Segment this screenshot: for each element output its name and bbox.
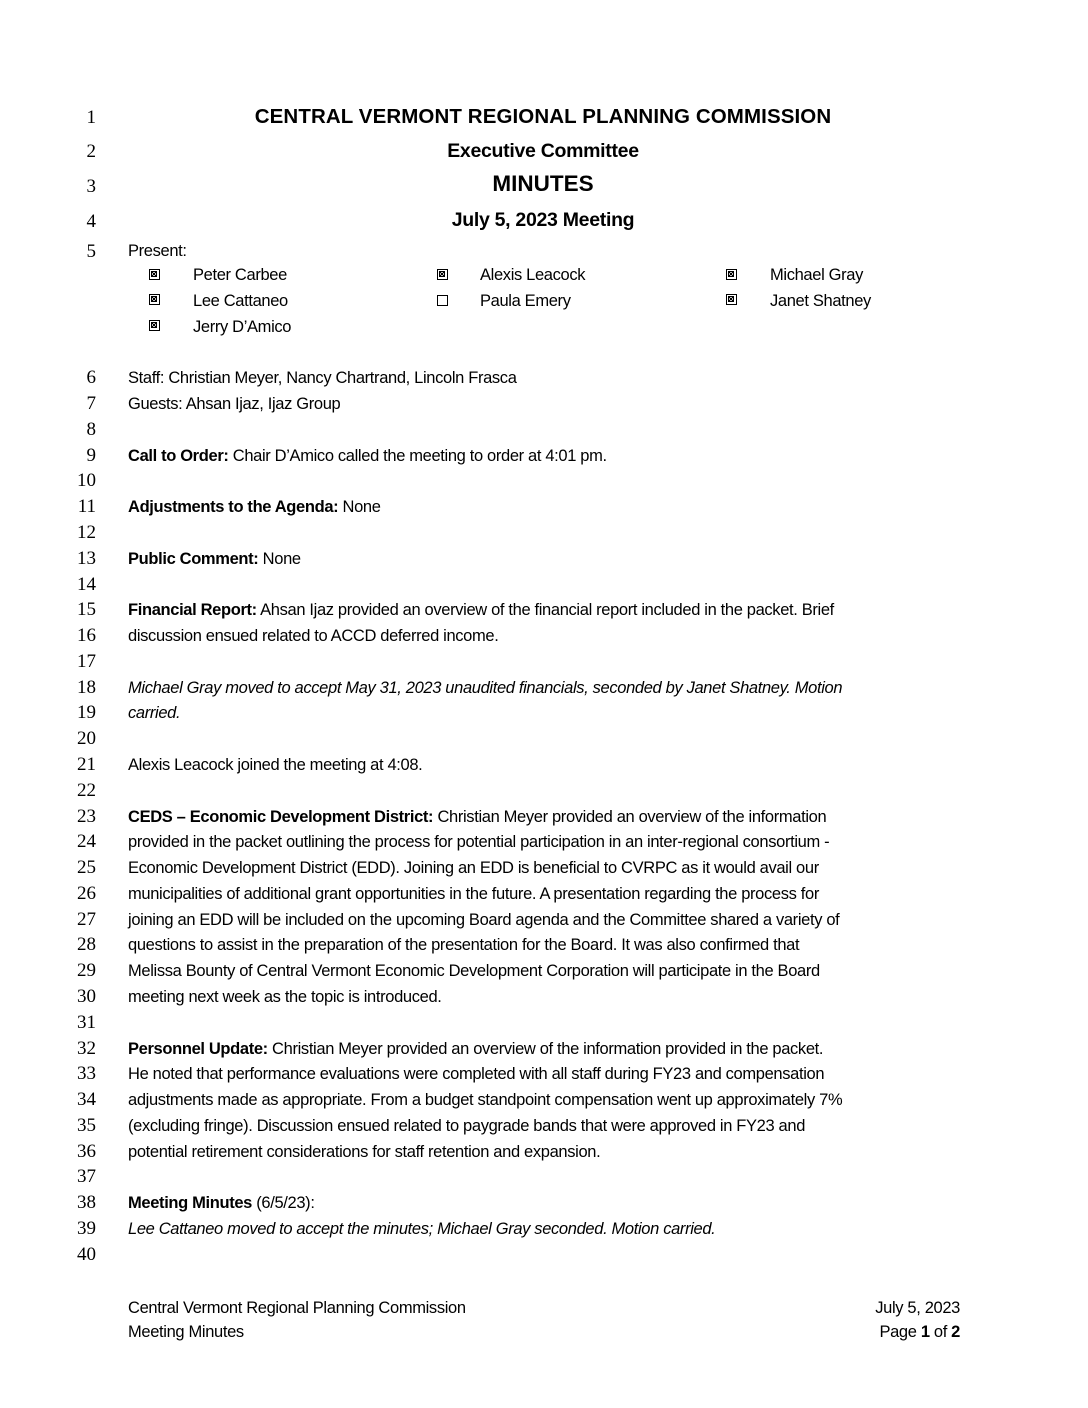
member-name: Paula Emery	[480, 292, 571, 310]
line-number: 27	[77, 909, 96, 930]
ceds-text-line: meeting next week as the topic is introduced.	[128, 988, 442, 1006]
adjustments-to-agenda	[128, 496, 960, 518]
personnel-text-line: adjustments made as appropriate. From a budget standpoint compensation went up approximately 7%	[128, 1091, 843, 1109]
ceds-section	[128, 806, 960, 828]
section-heading: Public Comment:	[128, 550, 259, 568]
meeting-title: July 5, 2023 Meeting	[451, 209, 635, 231]
line-number: 18	[77, 677, 96, 698]
personnel-text-line: potential retirement considerations for staff retention and expansion.	[128, 1143, 601, 1161]
page-indicator	[879, 1321, 960, 1343]
line-number: 25	[77, 857, 96, 878]
section-text: Christian Meyer provided an overview of the information	[433, 808, 827, 826]
line-number: 2	[86, 141, 96, 162]
line-number: 20	[77, 728, 96, 749]
page-prefix: Page	[879, 1323, 921, 1341]
line-number: 4	[86, 211, 96, 232]
page-total: 2	[951, 1323, 960, 1341]
section-heading: Call to Order:	[128, 447, 229, 465]
meeting-minutes-section	[128, 1192, 960, 1214]
line-number: 34	[77, 1089, 96, 1110]
section-text: Chair D’Amico called the meeting to order at 4:01 pm.	[228, 447, 607, 465]
page-current: 1	[920, 1323, 930, 1341]
late-arrival-note: Alexis Leacock joined the meeting at 4:08.	[128, 756, 423, 774]
committee-title: Executive Committee	[447, 140, 639, 162]
ceds-text-line: provided in the packet outlining the process for potential participation in an inter-regional consortium -	[128, 833, 830, 851]
line-number: 6	[86, 367, 96, 388]
line-number: 15	[77, 599, 96, 620]
line-number: 9	[86, 445, 96, 466]
member-name: Jerry D’Amico	[193, 318, 292, 336]
line-number: 19	[77, 702, 96, 723]
line-number: 24	[77, 831, 96, 852]
line-number: 21	[77, 754, 96, 775]
ceds-text-line: joining an EDD will be included on the upcoming Board agenda and the Committee shared a variety of	[128, 911, 840, 929]
org-title: CENTRAL VERMONT REGIONAL PLANNING COMMISSION	[254, 105, 832, 128]
line-number: 13	[77, 548, 96, 569]
financial-motion: Michael Gray moved to accept May 31, 2023 unaudited financials, seconded by Janet Shatney. Motion	[128, 679, 843, 697]
minutes-motion: Lee Cattaneo moved to accept the minutes; Michael Gray seconded. Motion carried.	[128, 1220, 716, 1238]
financial-motion-cont: carried.	[128, 704, 181, 722]
ceds-text-line: Melissa Bounty of Central Vermont Economic Development Corporation will participate in the Board	[128, 962, 820, 980]
checked-box-icon	[437, 269, 448, 280]
public-comment	[128, 548, 960, 570]
unchecked-box-icon	[437, 295, 448, 306]
section-heading: Personnel Update:	[128, 1040, 268, 1058]
staff-line: Staff: Christian Meyer, Nancy Chartrand, Lincoln Frasca	[128, 369, 517, 387]
present-label: Present:	[128, 242, 187, 260]
line-number: 16	[77, 625, 96, 646]
ceds-text-line: municipalities of additional grant opportunities in the future. A presentation regarding the process for	[128, 885, 819, 903]
line-number: 5	[86, 241, 96, 262]
line-number: 23	[77, 806, 96, 827]
ceds-text-line: questions to assist in the preparation of the presentation for the Board. It was also confirmed that	[128, 936, 800, 954]
personnel-update	[128, 1038, 960, 1060]
line-number: 8	[86, 419, 96, 440]
footer-date: July 5, 2023	[875, 1299, 960, 1317]
personnel-text-line: (excluding fringe). Discussion ensued related to paygrade bands that were approved in FY23 and	[128, 1117, 806, 1135]
line-number: 36	[77, 1141, 96, 1162]
line-number: 3	[86, 176, 96, 197]
footer-org: Central Vermont Regional Planning Commission	[128, 1299, 466, 1317]
financial-report	[128, 599, 960, 621]
line-number: 10	[77, 470, 96, 491]
line-number: 17	[77, 651, 96, 672]
member-name: Peter Carbee	[193, 266, 287, 284]
section-text: None	[258, 550, 301, 568]
line-number: 33	[77, 1063, 96, 1084]
checked-box-icon	[726, 294, 737, 305]
page-of: of	[929, 1323, 952, 1341]
checked-box-icon	[726, 269, 737, 280]
member-name: Lee Cattaneo	[193, 292, 288, 310]
member-name: Michael Gray	[770, 266, 863, 284]
section-heading: Financial Report:	[128, 601, 257, 619]
line-number: 12	[77, 522, 96, 543]
member-name: Janet Shatney	[770, 292, 871, 310]
line-number: 28	[77, 934, 96, 955]
section-heading: Adjustments to the Agenda:	[128, 498, 339, 516]
section-heading: Meeting Minutes	[128, 1194, 253, 1212]
ceds-text-line: Economic Development District (EDD). Joining an EDD is beneficial to CVRPC as it would avail our	[128, 859, 819, 877]
call-to-order	[128, 445, 960, 467]
line-number: 35	[77, 1115, 96, 1136]
line-number: 37	[77, 1166, 96, 1187]
guests-line: Guests: Ahsan Ijaz, Ijaz Group	[128, 395, 341, 413]
line-number: 32	[77, 1038, 96, 1059]
line-number: 29	[77, 960, 96, 981]
line-number: 14	[77, 574, 96, 595]
line-number: 39	[77, 1218, 96, 1239]
section-text: Christian Meyer provided an overview of the information provided in the packet.	[267, 1040, 824, 1058]
line-number: 11	[77, 496, 96, 517]
line-number: 30	[77, 986, 96, 1007]
line-number: 38	[77, 1192, 96, 1213]
line-number: 7	[86, 393, 96, 414]
checked-box-icon	[149, 294, 160, 305]
line-number: 1	[86, 107, 96, 128]
section-heading: CEDS – Economic Development District:	[128, 808, 434, 826]
line-number: 26	[77, 883, 96, 904]
footer-doc: Meeting Minutes	[128, 1323, 244, 1341]
section-date: (6/5/23):	[252, 1194, 315, 1212]
member-name: Alexis Leacock	[480, 266, 586, 284]
doc-type-title: MINUTES	[492, 171, 594, 196]
line-number: 40	[77, 1244, 96, 1265]
section-text: Ahsan Ijaz provided an overview of the financial report included in the packet. Brief	[256, 601, 834, 619]
line-number: 22	[77, 780, 96, 801]
line-number: 31	[77, 1012, 96, 1033]
checked-box-icon	[149, 269, 160, 280]
checked-box-icon	[149, 320, 160, 331]
personnel-text-line: He noted that performance evaluations were completed with all staff during FY23 and compensation	[128, 1065, 825, 1083]
section-text: None	[338, 498, 381, 516]
financial-report-cont: discussion ensued related to ACCD deferred income.	[128, 627, 499, 645]
